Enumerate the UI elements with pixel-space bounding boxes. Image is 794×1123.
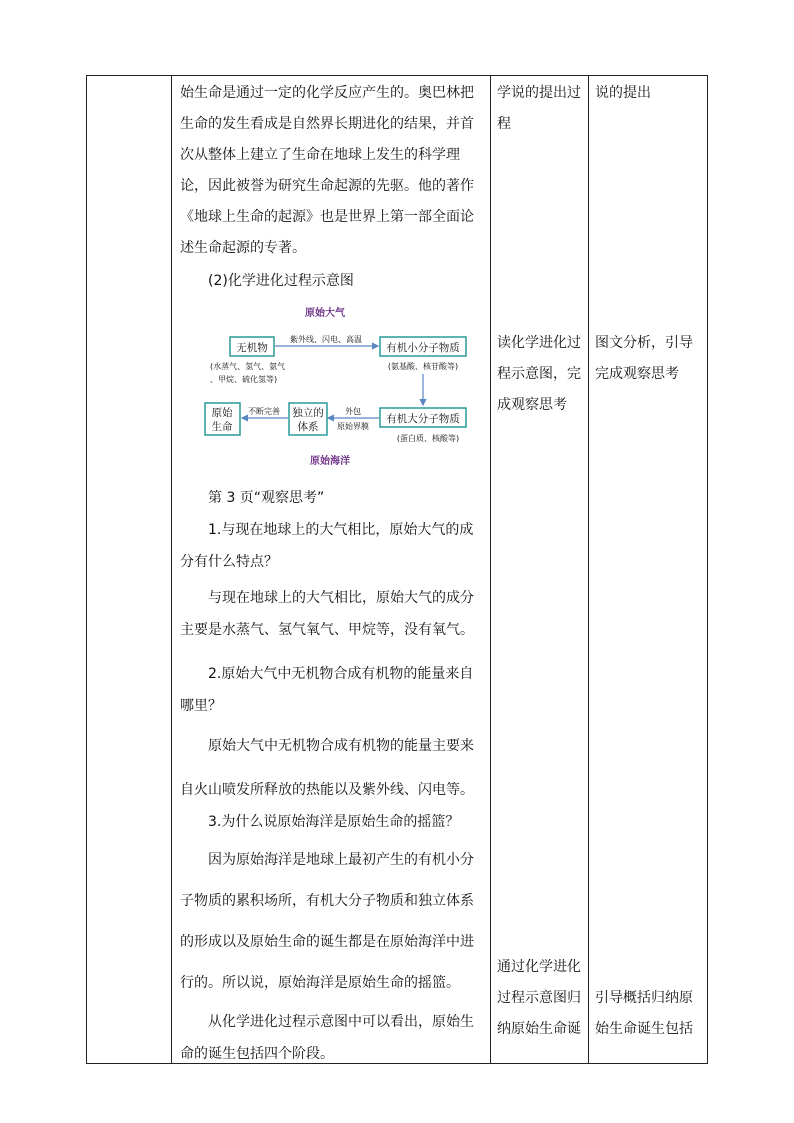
- question-2: 2.原始大气中无机物合成有机物的能量来自哪里？: [180, 666, 474, 714]
- arrow-energy-label: 紫外线、闪电、高温: [290, 335, 362, 344]
- small-organic-detail: (氨基酸、核苷酸等): [387, 362, 459, 371]
- diagram-heading: (2)化学进化过程示意图: [208, 273, 354, 289]
- intent-column: [589, 76, 707, 109]
- arrow-membrane-label-1: 外包: [345, 407, 361, 416]
- page-reference: 第 3 页“观察思考”: [208, 490, 325, 506]
- primitive-atmosphere-label: 原始大气: [305, 308, 345, 319]
- primitive-life-text-2: 生命: [211, 421, 233, 433]
- answer-3: 因为原始海洋是地球上最初产生的有机小分子物质的累积场所，有机大分子物质和独立体系的形成以及原始生命的诞生都是在原始海洋中进行的。所以说，原始海洋是原始生命的摇篮。: [180, 852, 474, 991]
- content-column-q2: [172, 658, 490, 812]
- content-column: [172, 76, 490, 297]
- answer-2: 原始大气中无机物合成有机物的能量主要来自火山喷发所释放的热能以及紫外线、闪电等。: [180, 738, 474, 798]
- intent-column-3: [589, 983, 707, 1045]
- activity-cell-3: 通过化学进化过程示意图归纳原始生命诞: [497, 959, 581, 1037]
- stages-paragraph: 从化学进化过程示意图中可以看出，原始生命的诞生包括四个阶段。: [180, 1014, 474, 1062]
- inorganic-detail-2: 、甲烷、硫化氢等): [210, 375, 278, 384]
- content-column-lower: [172, 482, 490, 646]
- large-organic-text: 有机大分子物质: [386, 413, 460, 425]
- question-1: 1.与现在地球上的大气相比，原始大气的成分有什么特点？: [180, 522, 474, 570]
- column-divider: [588, 76, 589, 1063]
- diagram-layer: [200, 302, 480, 472]
- content-column-q3: [172, 806, 490, 1070]
- inorganic-detail-1: (水蒸气、氢气、氨气: [210, 362, 286, 371]
- activity-column-2: [491, 328, 588, 421]
- independent-text-1: 独立的: [292, 407, 324, 419]
- large-organic-detail: (蛋白质、核酸等): [396, 434, 460, 443]
- question-3: 3.为什么说原始海洋是原始生命的摇篮？: [208, 814, 460, 830]
- inorganic-text: 无机物: [236, 342, 268, 354]
- answer-1: 与现在地球上的大气相比，原始大气的成分主要是水蒸气、氢气氧气、甲烷等，没有氧气。: [180, 590, 474, 638]
- arrow-membrane-label-2: 原始界膜: [337, 422, 369, 431]
- intro-paragraph: 始生命是通过一定的化学反应产生的。奥巴林把生命的发生看成是自然界长期进化的结果，并首次从整体上建立了生命在地球上发生的科学理论，因此被誉为研究生命起源的先驱。他的著作《地球上生命的起源》也是世界上第一部全面论述生命起源的专著。: [180, 85, 474, 256]
- intent-cell-3: 引导概括归纳原始生命诞生包括: [595, 990, 693, 1037]
- intent-column-2: [589, 328, 707, 390]
- intent-cell-1: 说的提出: [595, 85, 651, 101]
- activity-cell-2: 读化学进化过程示意图，完成观察思考: [497, 335, 581, 413]
- independent-text-2: 体系: [297, 421, 319, 433]
- activity-column: [491, 76, 588, 140]
- primitive-life-text-1: 原始: [211, 407, 233, 419]
- activity-cell-1: 学说的提出过程: [497, 85, 581, 132]
- intent-cell-2: 图文分析，引导完成观察思考: [595, 335, 693, 382]
- arrow-evolve-label: 不断完善: [248, 407, 280, 416]
- small-organic-text: 有机小分子物质: [386, 342, 460, 354]
- column-divider: [490, 76, 491, 1063]
- lesson-table: [86, 75, 708, 1064]
- activity-column-3: [491, 952, 588, 1045]
- primitive-ocean-label: 原始海洋: [310, 456, 350, 467]
